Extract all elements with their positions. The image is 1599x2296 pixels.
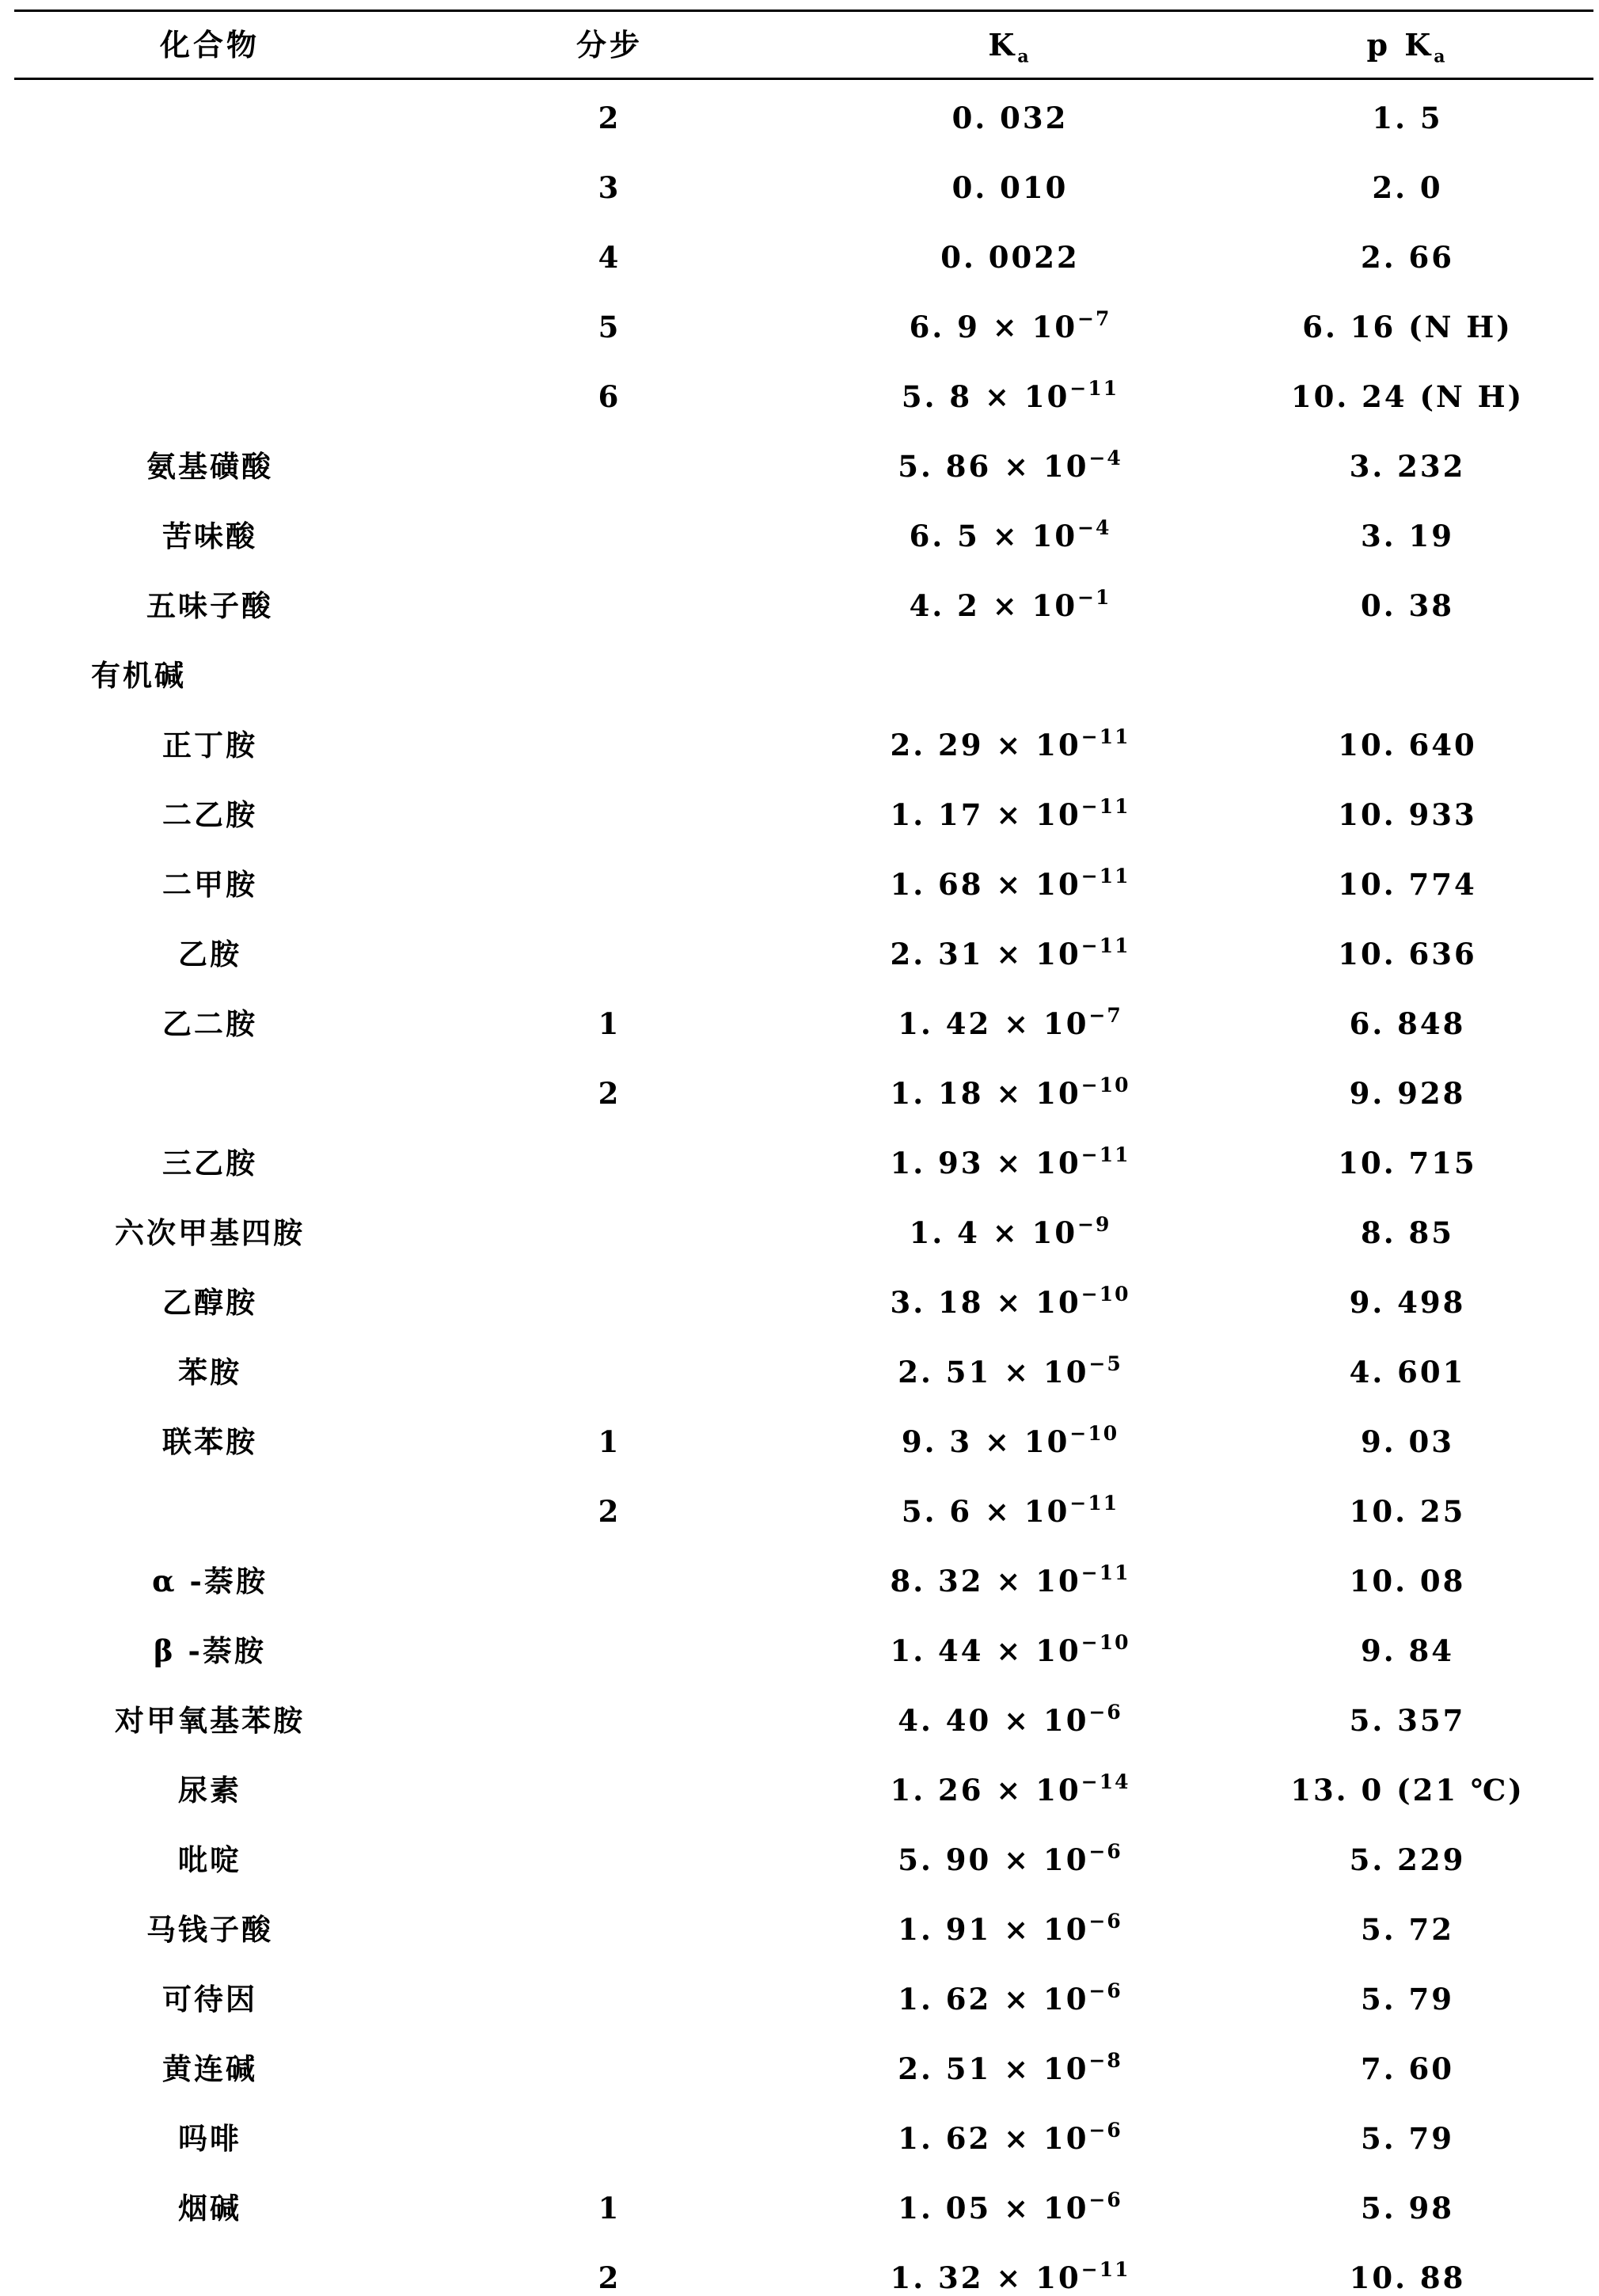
step-cell: 2: [598, 1494, 621, 1529]
compound-cell: 尿素: [178, 1773, 241, 1808]
ka-mantissa: 4. 40 × 10: [898, 1703, 1089, 1738]
compound-cell: 乙醇胺: [162, 1285, 257, 1320]
pka-cell: 6. 848: [1349, 1006, 1466, 1041]
pka-cell: 6. 16 (N H): [1302, 310, 1513, 344]
ka-cell: [890, 1772, 1130, 1808]
ka-exponent: −10: [1081, 1630, 1130, 1654]
ka-cell: [898, 2190, 1122, 2226]
ka-cell: [890, 1630, 1130, 1669]
ka-mantissa: 5. 6 × 10: [901, 1494, 1070, 1529]
step-cell: 1: [598, 1006, 621, 1041]
ka-mantissa: 1. 05 × 10: [898, 2191, 1089, 2226]
pka-cell: 10. 774: [1338, 867, 1477, 902]
step-cell: 2: [598, 1076, 621, 1111]
ka-mantissa: 0. 010: [951, 170, 1069, 205]
ka-cell: [890, 1075, 1130, 1112]
pka-cell: 10. 933: [1338, 797, 1477, 832]
ka-cell: [909, 1212, 1111, 1251]
compound-cell: 吗啡: [178, 2121, 241, 2156]
ka-cell: [909, 306, 1111, 345]
step-cell: 1: [598, 1424, 621, 1459]
ka-mantissa: 4. 2 × 10: [909, 588, 1078, 623]
compound-cell: 正丁胺: [162, 728, 257, 762]
ka-exponent: −1: [1077, 585, 1111, 609]
ka-cell: [890, 933, 1130, 972]
pka-cell: 4. 601: [1349, 1355, 1466, 1389]
pka-cell: 5. 79: [1361, 2121, 1454, 2156]
ka-cell: [910, 587, 1111, 624]
table-top-rule: [14, 10, 1593, 12]
ka-mantissa: 3. 18 × 10: [890, 1285, 1081, 1320]
step-cell: 3: [598, 170, 621, 205]
ka-mantissa: 0. 0022: [940, 240, 1080, 275]
pka-cell: 1. 5: [1372, 101, 1443, 135]
compound-cell: 氨基磺酸: [146, 449, 273, 484]
compound-cell: 二甲胺: [162, 867, 257, 902]
pka-cell: 2. 66: [1361, 240, 1454, 275]
ka-cell: [898, 1351, 1122, 1390]
ka-exponent: −11: [1081, 724, 1130, 748]
ka-mantissa: 2. 31 × 10: [890, 937, 1081, 971]
ka-cell: [952, 169, 1069, 206]
ka-mantissa: 1. 17 × 10: [890, 797, 1081, 832]
section-label: 有机碱: [91, 658, 186, 693]
ka-mantissa: 5. 8 × 10: [901, 379, 1070, 414]
step-cell: 5: [598, 310, 621, 344]
pka-cell: 9. 03: [1361, 1424, 1454, 1459]
compound-cell: 联苯胺: [162, 1424, 257, 1459]
ka-mantissa: 1. 62 × 10: [898, 1982, 1089, 2017]
ka-exponent: −6: [1088, 2118, 1122, 2142]
ka-exponent: −7: [1088, 1003, 1122, 1027]
compound-cell: 对甲氧基苯胺: [115, 1703, 305, 1738]
pka-cell: 5. 72: [1361, 1912, 1454, 1947]
ka-cell: [940, 239, 1080, 276]
ka-exponent: −9: [1077, 1212, 1111, 1236]
pka-cell: 10. 08: [1349, 1564, 1466, 1598]
ka-cell: [890, 1142, 1130, 1181]
ka-cell: [909, 515, 1111, 554]
ka-cell: [902, 378, 1119, 415]
ka-exponent: −5: [1088, 1351, 1122, 1375]
compound-cell: β -萘胺: [154, 1633, 266, 1668]
ka-exponent: −10: [1081, 1073, 1130, 1097]
ka-exponent: −4: [1077, 515, 1111, 539]
pka-cell: 10. 25: [1349, 1494, 1466, 1529]
ka-exponent: −11: [1069, 376, 1119, 400]
ka-exponent: −6: [1088, 1909, 1122, 1933]
ka-exponent: −11: [1081, 2257, 1130, 2281]
ka-mantissa: 5. 86 × 10: [898, 449, 1089, 484]
step-cell: 1: [598, 2191, 621, 2226]
ka-cell: [898, 1005, 1122, 1042]
ka-exponent: −11: [1081, 864, 1130, 888]
pka-cell: 3. 19: [1361, 519, 1454, 553]
compound-cell: 六次甲基四胺: [115, 1215, 305, 1250]
pka-cell: 10. 24 (N H): [1290, 379, 1525, 414]
compound-cell: 二乙胺: [162, 797, 257, 832]
pka-cell: 8. 85: [1361, 1215, 1454, 1250]
step-cell: 6: [598, 379, 621, 414]
ka-mantissa: 1. 91 × 10: [898, 1912, 1089, 1947]
ka-cell: [898, 2120, 1122, 2157]
ka-cell: [902, 1493, 1119, 1530]
pka-cell: 5. 229: [1349, 1842, 1466, 1877]
ka-mantissa: 1. 26 × 10: [890, 1773, 1081, 1808]
ka-mantissa: 2. 51 × 10: [898, 1355, 1089, 1389]
ka-cell: [890, 1560, 1130, 1599]
ka-mantissa: 1. 32 × 10: [890, 2260, 1081, 2295]
pka-cell: 9. 84: [1361, 1633, 1454, 1668]
pka-cell: 5. 79: [1361, 1982, 1454, 2017]
compound-cell: 乙胺: [178, 937, 241, 971]
ka-exponent: −6: [1088, 1700, 1122, 1724]
ka-cell: [898, 1702, 1122, 1739]
compound-cell: 马钱子酸: [146, 1912, 273, 1947]
ka-exponent: −6: [1088, 1839, 1122, 1863]
ka-cell: [890, 796, 1130, 833]
ka-cell: [901, 1421, 1119, 1460]
ka-mantissa: 2. 29 × 10: [890, 728, 1081, 762]
ka-cell: [890, 2257, 1130, 2296]
header-compound: 化合物: [159, 27, 260, 63]
compound-cell: 苯胺: [178, 1355, 241, 1389]
step-cell: 2: [598, 2260, 621, 2295]
ka-mantissa: 5. 90 × 10: [898, 1842, 1089, 1877]
ka-mantissa: 0. 032: [951, 101, 1069, 135]
ka-mantissa: 8. 32 × 10: [890, 1564, 1081, 1598]
compound-cell: 苦味酸: [162, 519, 257, 553]
compound-cell: 三乙胺: [162, 1146, 257, 1180]
pka-cell: 10. 88: [1349, 2260, 1466, 2295]
pka-cell: 13. 0 (21 ℃): [1290, 1773, 1525, 1808]
ka-exponent: −6: [1088, 1979, 1122, 2002]
ka-cell: [890, 1284, 1130, 1321]
compound-cell: 可待因: [162, 1982, 257, 2017]
ka-mantissa: 1. 18 × 10: [890, 1076, 1081, 1111]
header-ka: $K_a$: [988, 27, 1032, 67]
ka-exponent: −11: [1081, 1142, 1130, 1166]
ka-mantissa: 2. 51 × 10: [898, 2051, 1089, 2086]
ka-mantissa: 1. 68 × 10: [890, 867, 1081, 902]
pka-cell: 0. 38: [1361, 588, 1454, 623]
compound-cell: α -萘胺: [152, 1564, 268, 1598]
pka-cell: 7. 60: [1361, 2051, 1454, 2086]
pka-cell: 5. 98: [1361, 2191, 1454, 2226]
ka-cell: [890, 724, 1130, 763]
ka-exponent: −11: [1081, 933, 1130, 957]
ka-exponent: −14: [1081, 1770, 1130, 1793]
ka-cell: [898, 1839, 1122, 1878]
pka-cell: 5. 357: [1349, 1703, 1466, 1738]
ka-exponent: −10: [1069, 1421, 1119, 1445]
ka-mantissa: 9. 3 × 10: [901, 1424, 1070, 1459]
compound-cell: 烟碱: [178, 2191, 241, 2226]
pka-cell: 3. 232: [1349, 449, 1466, 484]
ka-exponent: −7: [1077, 306, 1111, 330]
ka-cell: [898, 1981, 1122, 2017]
ka-mantissa: 6. 9 × 10: [909, 310, 1078, 344]
compound-cell: 黄连碱: [162, 2051, 257, 2086]
ka-exponent: −11: [1081, 1560, 1130, 1584]
pka-cell: 9. 498: [1349, 1285, 1466, 1320]
ka-exponent: −8: [1088, 2048, 1122, 2072]
ka-cell: [952, 100, 1069, 136]
pka-cell: 10. 715: [1338, 1146, 1477, 1180]
ka-cell: [890, 866, 1130, 903]
pka-cell: 2. 0: [1372, 170, 1443, 205]
compound-cell: 五味子酸: [146, 588, 273, 623]
ka-mantissa: 1. 4 × 10: [909, 1215, 1078, 1250]
step-cell: 4: [598, 240, 621, 275]
ka-mantissa: 1. 42 × 10: [898, 1006, 1089, 1041]
ka-cell: [898, 1911, 1122, 1948]
table-header-rule: [14, 78, 1593, 80]
header-pka: p $K_a$: [1366, 27, 1449, 67]
ka-cell: [898, 448, 1122, 485]
ka-exponent: −11: [1081, 794, 1130, 818]
ka-mantissa: 6. 5 × 10: [909, 519, 1078, 553]
pka-cell: 9. 928: [1349, 1076, 1466, 1111]
ka-mantissa: 1. 44 × 10: [890, 1633, 1081, 1668]
ka-exponent: −11: [1069, 1491, 1119, 1515]
ka-exponent: −6: [1088, 2188, 1122, 2211]
compound-cell: 乙二胺: [162, 1006, 257, 1041]
pka-cell: 10. 640: [1338, 728, 1477, 762]
ka-exponent: −4: [1088, 446, 1122, 469]
header-step: 分步: [575, 27, 644, 63]
step-cell: 2: [598, 101, 621, 135]
compound-cell: 吡啶: [178, 1842, 241, 1877]
ka-exponent: −10: [1081, 1282, 1130, 1306]
ka-mantissa: 1. 62 × 10: [898, 2121, 1089, 2156]
ka-cell: [898, 2048, 1122, 2087]
pka-cell: 10. 636: [1338, 937, 1477, 971]
ka-mantissa: 1. 93 × 10: [890, 1146, 1081, 1180]
